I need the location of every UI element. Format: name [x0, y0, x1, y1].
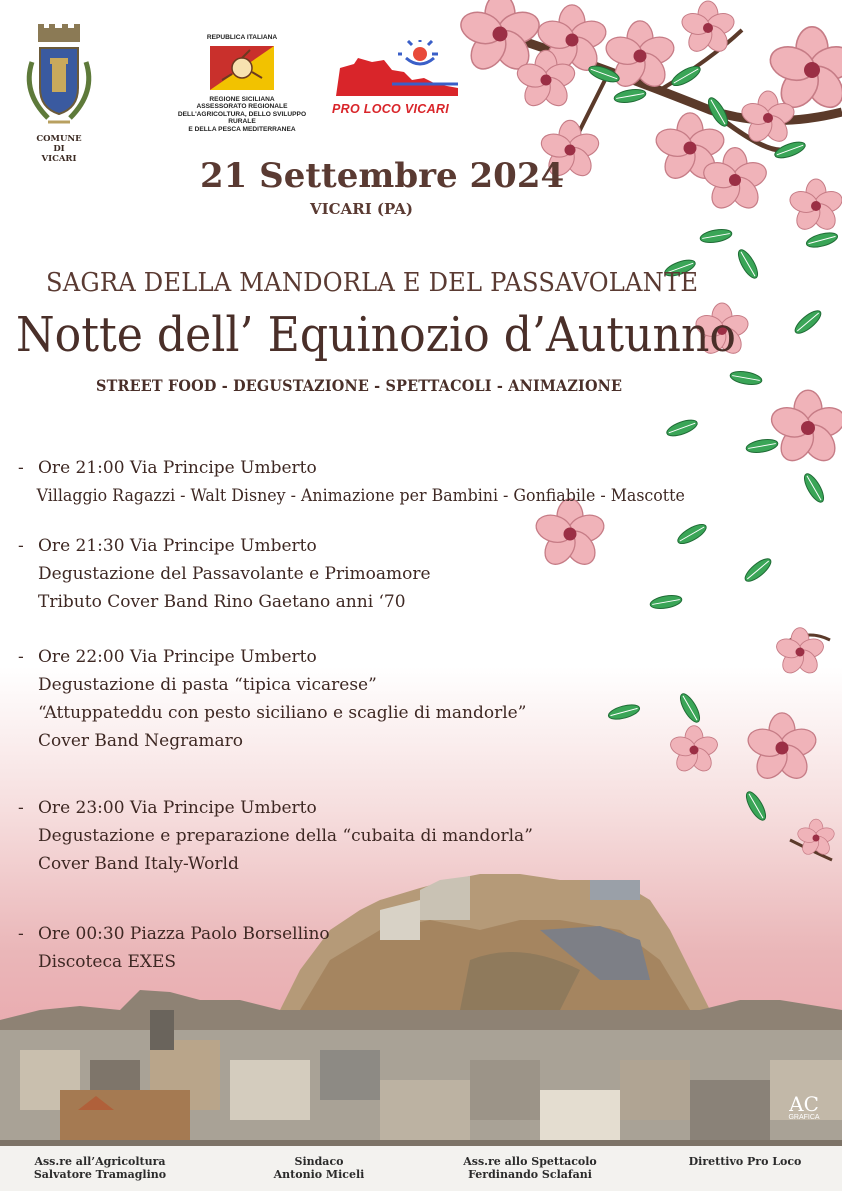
- credit-mark: AC: [789, 1092, 819, 1116]
- schedule-detail: Degustazione di pasta “tipica vicarese”: [38, 675, 377, 695]
- proloco-logo: [332, 40, 462, 115]
- schedule-detail: Degustazione del Passavolante e Primoamore: [38, 564, 431, 584]
- event-title: Notte dell’ Equinozio d’Autunno: [16, 307, 737, 363]
- signature-agricoltura: [30, 1155, 170, 1181]
- schedule-detail: Discoteca EXES: [38, 952, 177, 972]
- regione-line4: DELL'AGRICOLTURA, DELLO SVILUPPO RURALE: [177, 110, 307, 126]
- schedule-item: - Ore 21:30 Via Principe Umberto Degustazione del Passavolante e Primoamore Tributo Cover Band Rino Gaetano anni ‘70: [18, 532, 431, 616]
- schedule-detail: Degustazione e preparazione della “cubaita di mandorla”: [38, 826, 533, 846]
- trinacria-icon: [172, 42, 312, 92]
- signature-sindaco: [264, 1155, 374, 1181]
- schedule-detail: Villaggio Ragazzi - Walt Disney - Animazione per Bambini - Gonfiabile - Mascotte: [36, 486, 685, 506]
- schedule-item: - Ore 21:00 Via Principe Umberto Villaggio Ragazzi - Walt Disney - Animazione per Bambini - Gonfiabile - Mascotte: [18, 454, 735, 510]
- comune-line2: DI: [53, 144, 65, 154]
- castle-sun-icon: [332, 40, 462, 98]
- schedule-detail: Cover Band Negramaro: [38, 731, 243, 751]
- proloco-label: PRO LOCO VICARI: [332, 102, 450, 116]
- signature-name: Antonio Miceli: [273, 1168, 365, 1181]
- regione-republica: REPUBLICA ITALIANA: [206, 34, 278, 41]
- schedule-item: - Ore 23:00 Via Principe Umberto Degustazione e preparazione della “cubaita di mandorla” Cover Band Italy-World: [18, 794, 533, 878]
- schedule-time: Ore 21:00 Via Principe Umberto: [38, 458, 317, 478]
- event-place: VICARI (PA): [310, 200, 413, 218]
- comune-logo: [18, 22, 100, 162]
- signature-role: Ass.re all’Agricoltura: [34, 1155, 166, 1168]
- coat-of-arms-icon: [18, 22, 100, 132]
- schedule-time: Ore 00:30 Piazza Paolo Borsellino: [38, 924, 330, 944]
- schedule-item: - Ore 00:30 Piazza Paolo Borsellino Discoteca EXES: [18, 920, 330, 976]
- event-subtitle: STREET FOOD - DEGUSTAZIONE - SPETTACOLI - ANIMAZIONE: [96, 376, 623, 395]
- schedule-time: Ore 21:30 Via Principe Umberto: [38, 536, 317, 556]
- signature-name: Ferdinando Sclafani: [468, 1168, 592, 1181]
- signature-spettacolo: [460, 1155, 600, 1181]
- credit-sub: GRAFICA: [788, 1114, 820, 1121]
- schedule-detail: “Attuppateddu con pesto siciliano e scaglie di mandorle”: [38, 703, 527, 723]
- sagra-title: SAGRA DELLA MANDORLA E DEL PASSAVOLANTE: [46, 268, 699, 298]
- signature-name: Salvatore Tramaglino: [33, 1168, 167, 1181]
- event-date: 21 Settembre 2024: [200, 156, 565, 196]
- regione-line5: E DELLA PESCA MEDITERRANEA: [188, 125, 296, 133]
- comune-line3: VICARI: [41, 154, 77, 164]
- schedule-time: Ore 23:00 Via Principe Umberto: [38, 798, 317, 818]
- schedule-detail: Cover Band Italy-World: [38, 854, 239, 874]
- signature-role: Sindaco: [294, 1155, 344, 1168]
- vicari-castle-illustration: [0, 860, 842, 1150]
- regione-line3: ASSESSORATO REGIONALE: [196, 103, 288, 111]
- comune-line1: COMUNE: [36, 134, 82, 144]
- schedule-item: - Ore 22:00 Via Principe Umberto Degustazione di pasta “tipica vicarese” “Attuppateddu con pesto siciliano e scaglie di mandorle” Cover Band Negramaro: [18, 643, 526, 755]
- signature-role: Direttivo Pro Loco: [688, 1155, 802, 1168]
- signature-role: Ass.re allo Spettacolo: [463, 1155, 597, 1168]
- regione-logo: [172, 34, 312, 133]
- regione-line2: REGIONE SICILIANA: [209, 95, 275, 103]
- graphic-credit: [782, 1094, 826, 1121]
- schedule-time: Ore 22:00 Via Principe Umberto: [38, 647, 317, 667]
- schedule-detail: Tributo Cover Band Rino Gaetano anni ‘70: [38, 592, 406, 612]
- signature-proloco: [680, 1155, 810, 1168]
